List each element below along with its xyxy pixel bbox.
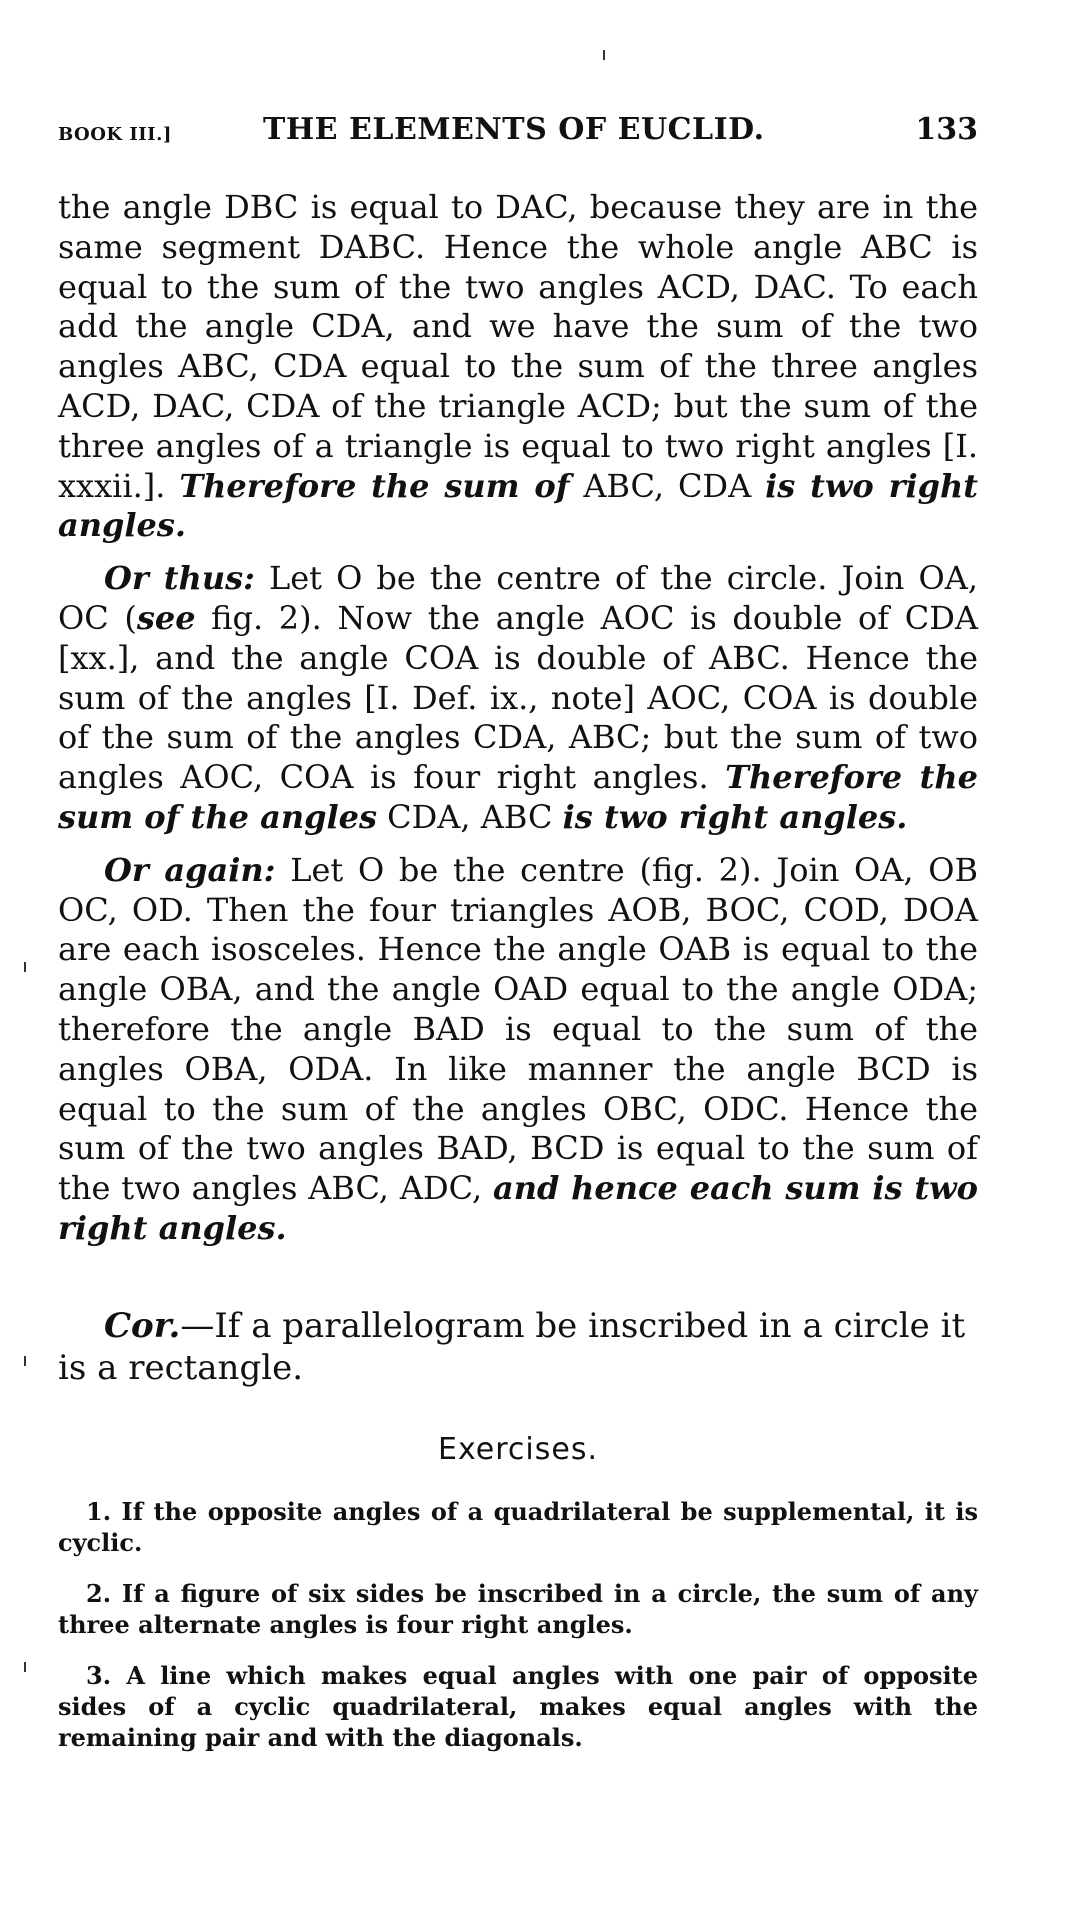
p2-text-3: CDA, ABC <box>376 797 563 836</box>
p3-text-1: Let O be the centre (fig. 2). Join OA, OB OC, OD. Then the four triangles AOB, BOC, COD, DOA are each isosceles. Hence the angle OAB is equal to the angle OBA, and the angle OAD equal to the angle ODA; therefore the angle BAD is equal to the sum of the angles OBA, ODA. In like manner the angle BCD is equal to the sum of the angles OBC, ODC. Hence the sum of the two angles BAD, BCD is equal to the sum of the two angles ABC, ADC, <box>58 850 979 1208</box>
corollary-lead: Cor. <box>104 1306 181 1346</box>
p3-emphasis-1: and hence each sum is two right angles. <box>58 1169 979 1247</box>
exercises-heading: Exercises. <box>438 1432 598 1467</box>
header-title: THE ELEMENTS OF EUCLID. <box>263 112 765 147</box>
paragraph-1 <box>58 188 978 546</box>
header-section: BOOK III.] <box>58 124 172 145</box>
p1-text-1: the angle DBC is equal to DAC, because they are in the same segment DABC. Hence the whole angle ABC is equal to the sum of the two angles ACD, DAC. To each add the angle CDA, and we have the sum of the two angles ABC, CDA equal to the sum of the three angles ACD, DAC, CDA of the triangle ACD; but the sum of the three angles of a triangle is equal to two right angles [I. xxxii.]. <box>58 188 978 505</box>
paragraph-3 <box>58 851 978 1249</box>
main-text <box>58 188 978 1262</box>
p3-lead: Or again: <box>104 850 276 889</box>
exercises-list <box>58 1496 978 1773</box>
running-header <box>58 112 978 152</box>
exercise-item: 2. If a figure of six sides be inscribed in a circle, the sum of any three alternate angles is four right angles. <box>58 1579 978 1639</box>
p1-emphasis-1: Therefore the sum of <box>179 466 570 505</box>
p2-emphasis-2: is two right angles. <box>562 797 908 836</box>
exercise-item: 3. A line which makes equal angles with one pair of opposite sides of a cyclic quadrilateral, makes equal angles with the remaining pair and with the diagonals. <box>58 1661 978 1752</box>
paragraph-2 <box>58 559 978 838</box>
corollary-text: —If a parallelogram be inscribed in a circle it is a rectangle. <box>58 1306 966 1388</box>
p2-lead: Or thus: <box>104 559 255 598</box>
corollary <box>58 1305 978 1389</box>
p1-emphasis-2: is two right angles. <box>58 466 979 545</box>
p1-text-2: ABC, CDA <box>569 466 766 505</box>
page-number: 133 <box>915 112 978 147</box>
scan-mark-left-3 <box>24 1662 26 1672</box>
exercise-item: 1. If the opposite angles of a quadrilateral be supplemental, it is cyclic. <box>58 1497 978 1557</box>
scan-mark-top <box>603 50 605 60</box>
p2-emphasis-1: Therefore the sum of the angles <box>58 758 979 836</box>
p2-text-1: Let O be the centre of the circle. Join OA, OC ( <box>58 559 979 637</box>
scan-mark-left-1 <box>24 962 26 972</box>
p2-text-2: fig. 2). Now the angle AOC is double of CDA [xx.], and the angle COA is double of ABC. Hence the sum of the angles [I. Def. ix., note] AOC, COA is double of the sum of the angles CDA, ABC; but the sum of two angles AOC, COA is four right angles. <box>58 598 979 797</box>
p2-see: see <box>136 598 196 637</box>
scan-mark-left-2 <box>24 1356 26 1366</box>
